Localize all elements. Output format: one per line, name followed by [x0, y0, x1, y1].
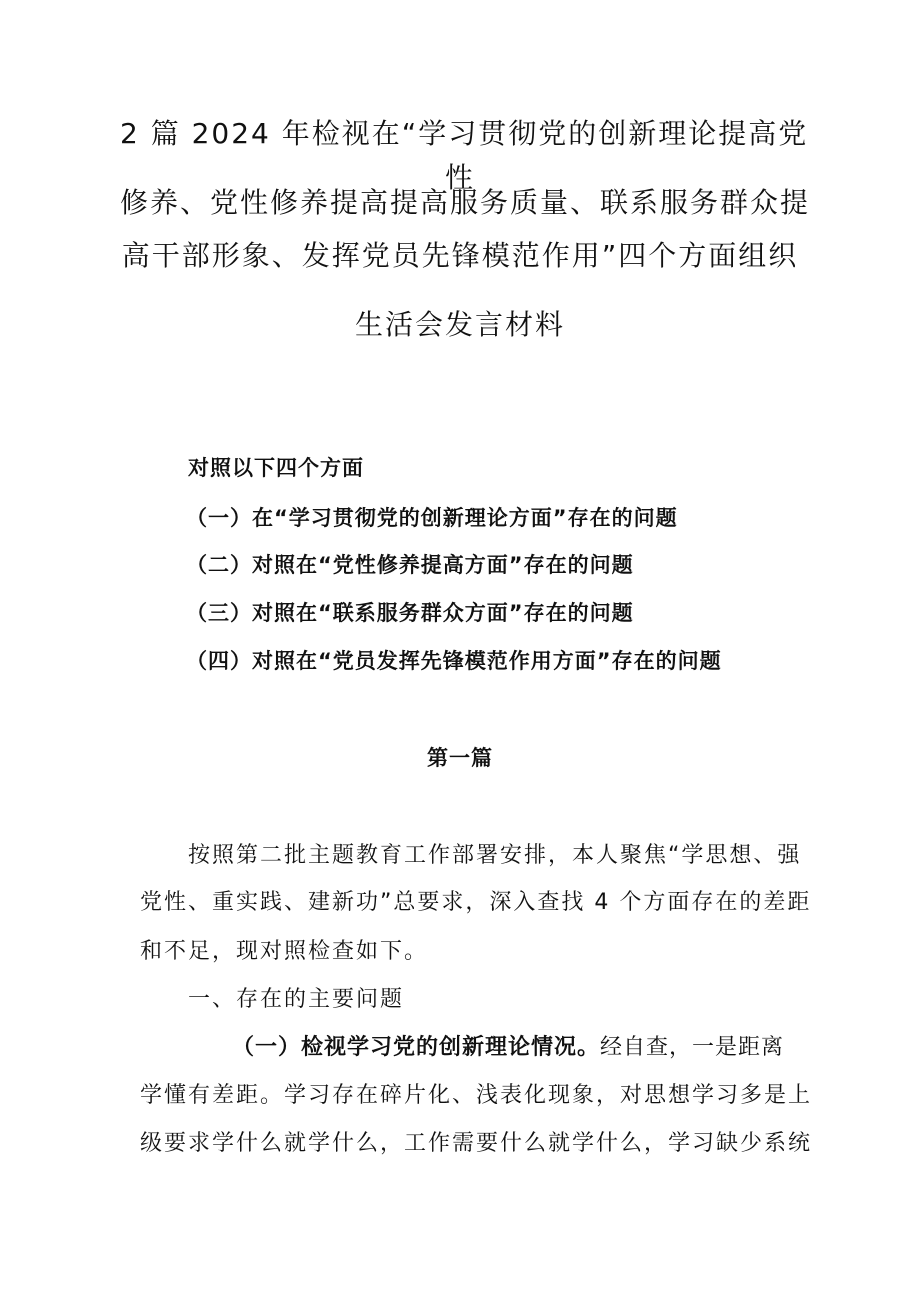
- document-title-line-1: 2 篇 2024 年检视在“学习贯彻党的创新理论提高党: [120, 117, 809, 150]
- paragraph-1-line-1: 按照第二批主题教育工作部署安排，本人聚焦“学思想、强: [188, 843, 802, 868]
- heading-main-problems: 一、存在的主要问题: [188, 987, 405, 1012]
- document-title-line-3: 修养、党性修养提高提高服务质量、联系服务群众提: [120, 186, 811, 219]
- aspect-item-1: （一）在“学习贯彻党的创新理论方面”存在的问题: [186, 506, 678, 530]
- subsection-1-text: 经自查，一是距离: [600, 1035, 785, 1060]
- aspect-item-4: （四）对照在“党员发挥先锋模范作用方面”存在的问题: [186, 649, 722, 673]
- document-title-line-5: 生活会发言材料: [354, 308, 565, 341]
- subsection-1-label: （一）检视学习党的创新理论情况。: [232, 1035, 601, 1060]
- subsection-1-line-2: 学懂有差距。学习存在碎片化、浅表化现象，对思想学习多是上: [140, 1083, 813, 1108]
- section-title: 第一篇: [427, 746, 493, 770]
- document-title-line-2: 性: [444, 161, 475, 194]
- aspect-item-2: （二）对照在“党性修养提高方面”存在的问题: [186, 553, 634, 577]
- subsection-1-line-1: [232, 1030, 784, 1061]
- paragraph-1-line-3: 和不足，现对照检查如下。: [140, 939, 429, 964]
- aspects-intro: 对照以下四个方面: [188, 456, 364, 480]
- document-title-line-4: 高干部形象、发挥党员先锋模范作用”四个方面组织: [121, 239, 799, 272]
- aspect-item-3: （三）对照在“联系服务群众方面”存在的问题: [186, 601, 634, 625]
- subsection-1-line-3: 级要求学什么就学什么，工作需要什么就学什么，学习缺少系统: [140, 1131, 813, 1156]
- paragraph-1-line-2: 党性、重实践、建新功”总要求，深入查找 4 个方面存在的差距: [140, 890, 812, 915]
